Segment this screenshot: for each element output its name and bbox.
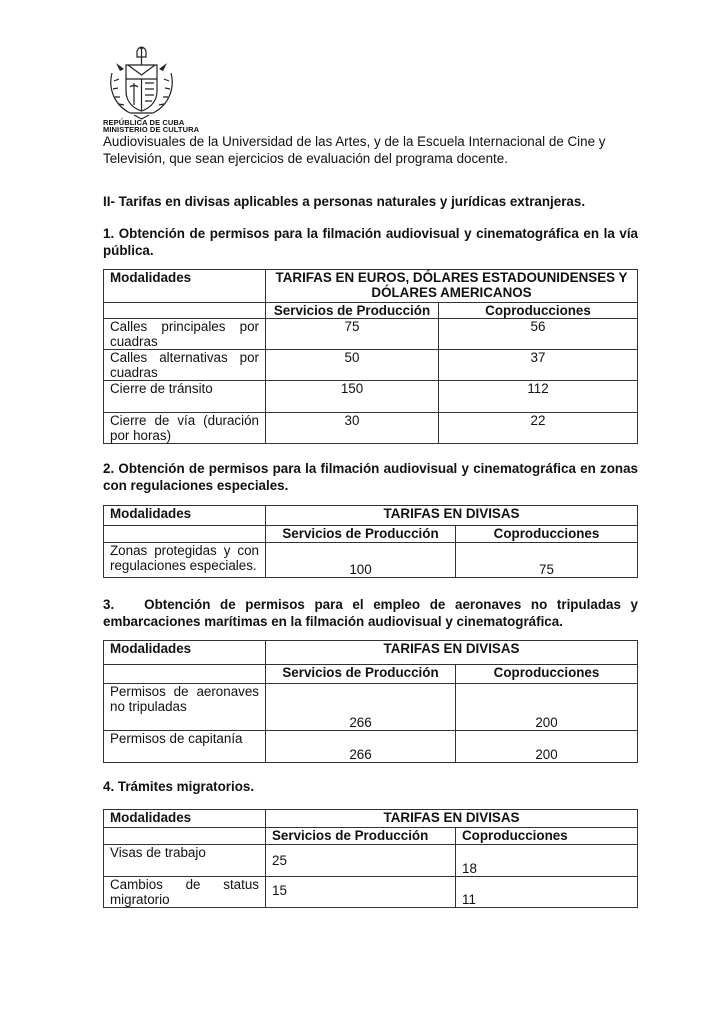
row-coproducciones-value: 18 bbox=[456, 845, 638, 877]
row-servicios-value: 75 bbox=[266, 319, 439, 350]
section-title: II- Tarifas en divisas aplicables a personas naturales y jurídicas extranjeras. bbox=[103, 194, 586, 209]
row-coproducciones-value: 200 bbox=[456, 684, 638, 731]
row-label: Calles principales por cuadras bbox=[104, 319, 266, 350]
table-header-servicios: Servicios de Producción bbox=[266, 828, 456, 845]
table-header-servicios: Servicios de Producción bbox=[266, 303, 439, 319]
table-header-coproducciones: Coproducciones bbox=[439, 303, 638, 319]
row-servicios-value: 30 bbox=[266, 413, 439, 444]
item3-title-text: Obtención de permisos para el empleo de aeronaves no tripuladas y embarcaciones marítimas en la filmación audiovisual y cinematográfica. bbox=[103, 597, 638, 629]
table-item1 bbox=[103, 269, 638, 444]
table-header-coproducciones: Coproducciones bbox=[456, 665, 638, 684]
table-header-coproducciones: Coproducciones bbox=[456, 526, 638, 543]
table-row bbox=[104, 731, 638, 763]
org-name-line2: MINISTERIO DE CULTURA bbox=[103, 125, 200, 134]
table-header-tarifas: TARIFAS EN DIVISAS bbox=[266, 810, 638, 828]
row-label: Calles alternativas por cuadras bbox=[104, 350, 266, 381]
table-header-tarifas: TARIFAS EN DIVISAS bbox=[266, 506, 638, 526]
row-coproducciones-value: 56 bbox=[439, 319, 638, 350]
table-header-servicios: Servicios de Producción bbox=[266, 526, 456, 543]
table-header-coproducciones: Coproducciones bbox=[456, 828, 638, 845]
table-row bbox=[104, 319, 638, 350]
row-servicios-value: 150 bbox=[266, 381, 439, 413]
row-label: Zonas protegidas y con regulaciones especiales. bbox=[104, 543, 266, 578]
item4-title: 4. Trámites migratorios. bbox=[103, 779, 255, 794]
table-header-tarifas: TARIFAS EN EUROS, DÓLARES ESTADOUNIDENSES Y DÓLARES AMERICANOS bbox=[266, 270, 638, 303]
table-header-tarifas: TARIFAS EN DIVISAS bbox=[266, 641, 638, 665]
table-row bbox=[104, 684, 638, 731]
row-servicios-value: 100 bbox=[266, 543, 456, 578]
row-servicios-value: 25 bbox=[266, 845, 456, 877]
table-header-modalidades: Modalidades bbox=[104, 810, 266, 828]
item2-title: 2. Obtención de permisos para la filmación audiovisual y cinematográfica en zonas con regulaciones especiales. bbox=[103, 461, 638, 493]
item1-title: 1. Obtención de permisos para la filmación audiovisual y cinematográfica en la vía pública. bbox=[103, 226, 638, 258]
row-label: Permisos de capitanía bbox=[104, 731, 266, 763]
row-servicios-value: 50 bbox=[266, 350, 439, 381]
row-coproducciones-value: 22 bbox=[439, 413, 638, 444]
row-label: Visas de trabajo bbox=[104, 845, 266, 877]
table-item4 bbox=[103, 809, 638, 908]
table-row bbox=[104, 413, 638, 444]
table-header-modalidades: Modalidades bbox=[104, 506, 266, 526]
item3-title bbox=[103, 596, 638, 630]
row-label: Cierre de tránsito bbox=[104, 381, 266, 413]
row-coproducciones-value: 200 bbox=[456, 731, 638, 763]
table-item2 bbox=[103, 505, 638, 578]
row-coproducciones-value: 75 bbox=[456, 543, 638, 578]
intro-paragraph: Audiovisuales de la Universidad de las Artes, y de la Escuela Internacional de Cine y Televisión, que sean ejercicios de evaluación del programa docente. bbox=[103, 134, 606, 166]
row-label: Permisos de aeronaves no tripuladas bbox=[104, 684, 266, 731]
table-header-modalidades: Modalidades bbox=[104, 270, 266, 303]
table-row bbox=[104, 543, 638, 578]
table-row bbox=[104, 381, 638, 413]
row-coproducciones-value: 112 bbox=[439, 381, 638, 413]
item3-title-number: 3. bbox=[103, 597, 115, 612]
table-row bbox=[104, 845, 638, 877]
row-servicios-value: 15 bbox=[266, 877, 456, 908]
row-coproducciones-value: 37 bbox=[439, 350, 638, 381]
table-item3 bbox=[103, 640, 638, 763]
table-row bbox=[104, 877, 638, 908]
row-label: Cambios de status migratorio bbox=[104, 877, 266, 908]
table-row bbox=[104, 350, 638, 381]
row-servicios-value: 266 bbox=[266, 731, 456, 763]
table-header-servicios: Servicios de Producción bbox=[266, 665, 456, 684]
coat-of-arms-icon bbox=[104, 43, 179, 121]
org-name-line1: REPÚBLICA DE CUBA bbox=[103, 118, 185, 127]
row-servicios-value: 266 bbox=[266, 684, 456, 731]
row-coproducciones-value: 11 bbox=[456, 877, 638, 908]
table-header-modalidades: Modalidades bbox=[104, 641, 266, 665]
row-label: Cierre de vía (duración por horas) bbox=[104, 413, 266, 444]
